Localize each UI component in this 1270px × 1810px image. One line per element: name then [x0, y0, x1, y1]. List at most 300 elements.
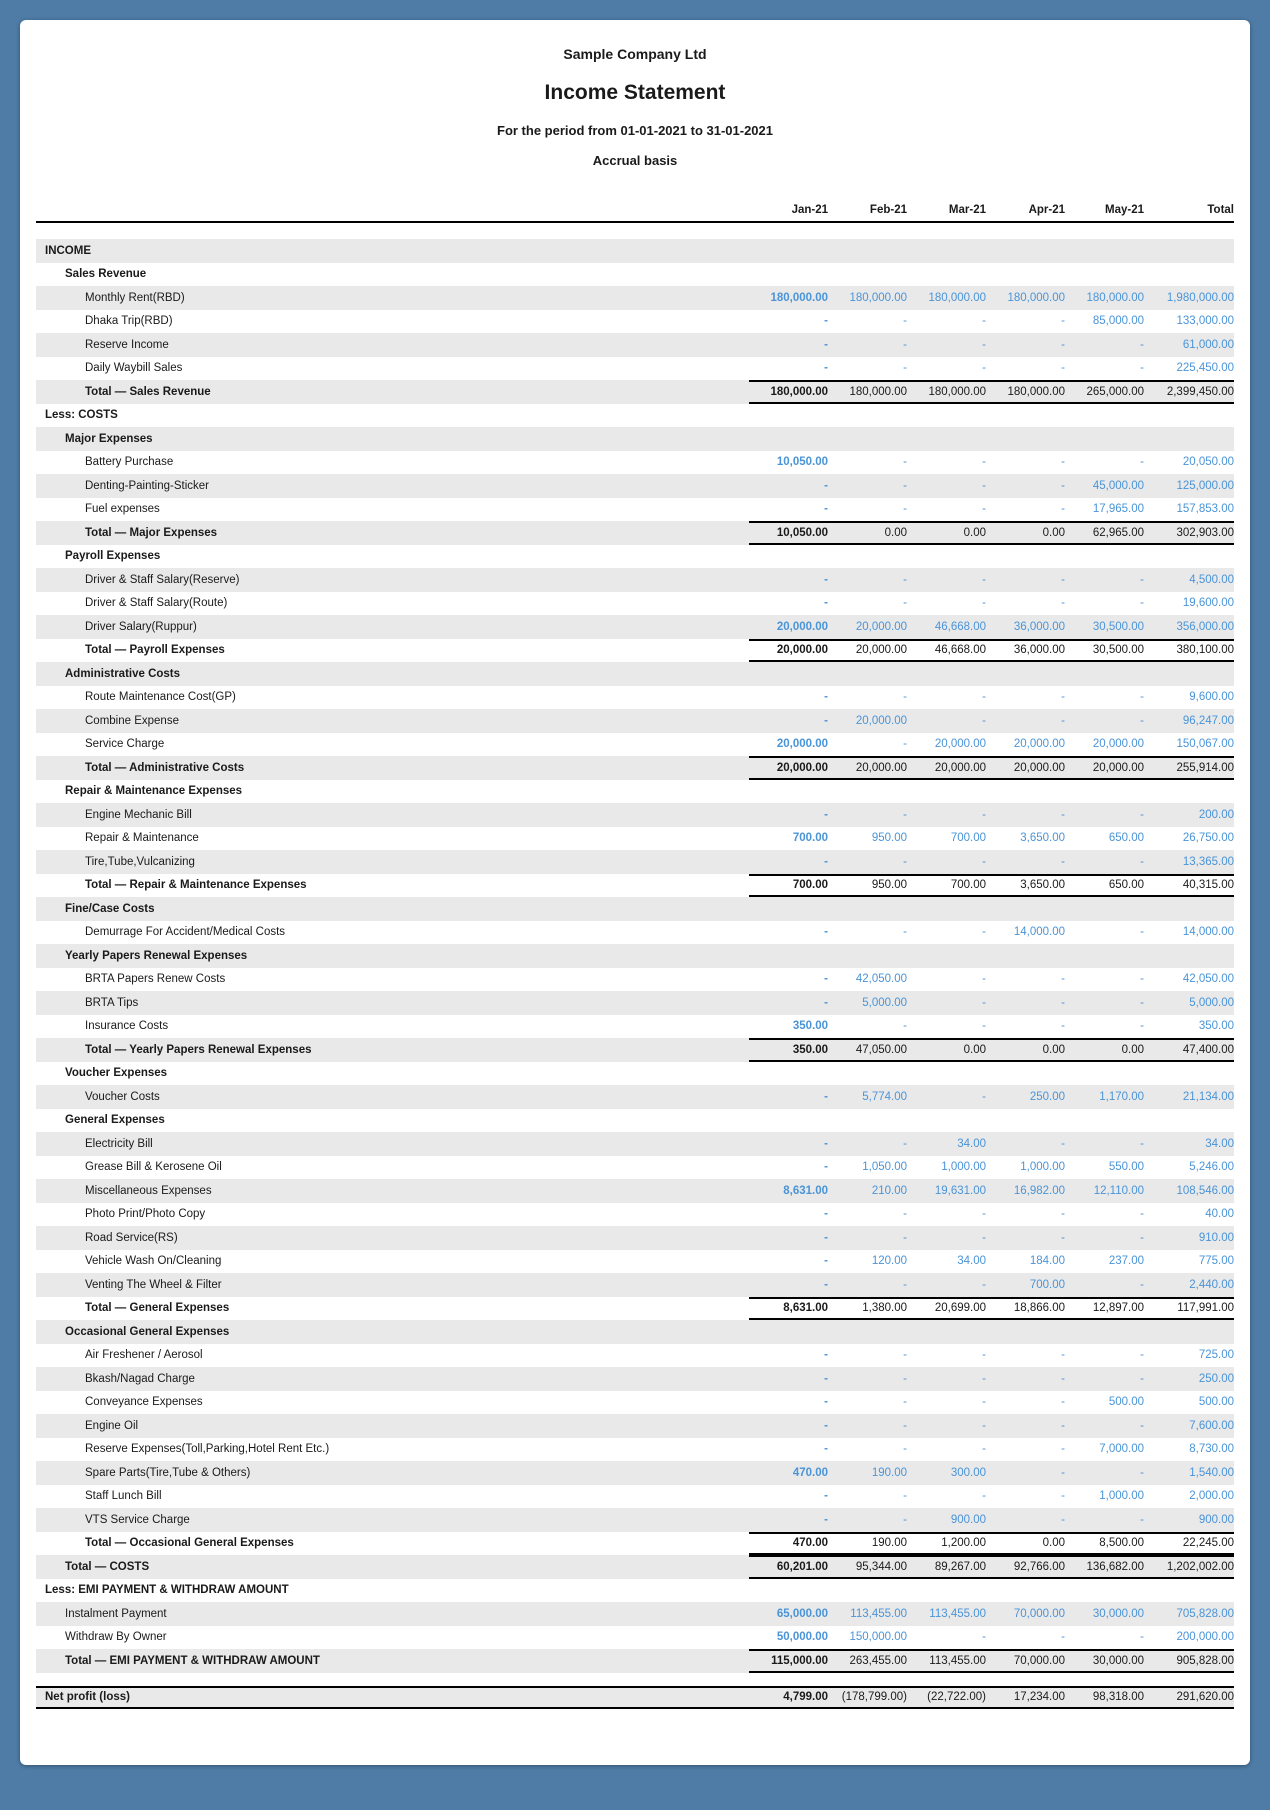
amount-cell[interactable]: - [1061, 714, 1065, 727]
amount-cell[interactable]: - [824, 1443, 828, 1456]
amount-cell[interactable]: - [1061, 362, 1065, 375]
amount-cell[interactable]: 120.00 [871, 1255, 907, 1268]
amount-cell: 350.00 [792, 1043, 828, 1056]
amount-cell[interactable]: - [1140, 338, 1144, 351]
amount-cell[interactable]: - [982, 362, 986, 375]
amount-cell[interactable]: - [1061, 1231, 1065, 1244]
amount-cell: 2,399,450.00 [1166, 385, 1234, 398]
amount-cell[interactable]: - [982, 1396, 986, 1409]
amount-cell[interactable]: 17,965.00 [1092, 503, 1144, 516]
amount-cell[interactable]: 20,000.00 [776, 620, 828, 633]
amount-cell[interactable]: - [1140, 1372, 1144, 1385]
amount-cell[interactable]: - [1140, 573, 1144, 586]
amount-cell[interactable]: 180,000.00 [1086, 291, 1144, 304]
amount-cell[interactable]: 14,000.00 [1013, 926, 1065, 939]
amount-cell: 92,766.00 [1013, 1560, 1065, 1573]
amount-cell[interactable]: 250.00 [1198, 1372, 1234, 1385]
amount-cell[interactable]: 125,000.00 [1176, 479, 1234, 492]
row-values [749, 686, 1234, 710]
amount-cell[interactable]: 8,631.00 [783, 1184, 828, 1197]
amount-cell[interactable]: - [1061, 573, 1065, 586]
amount-cell[interactable]: 36,000.00 [1013, 620, 1065, 633]
amount-cell[interactable]: 1,980,000.00 [1166, 291, 1234, 304]
amount-cell[interactable]: 108,546.00 [1176, 1184, 1234, 1197]
amount-cell[interactable]: - [1061, 597, 1065, 610]
table-row-netprofit [36, 1686, 1234, 1709]
amount-cell[interactable]: - [903, 1443, 907, 1456]
amount-cell[interactable]: - [903, 1231, 907, 1244]
amount-cell[interactable]: 350.00 [1198, 1020, 1234, 1033]
amount-cell[interactable]: 5,246.00 [1189, 1161, 1234, 1174]
amount-cell[interactable]: - [824, 808, 828, 821]
amount-cell[interactable]: - [982, 597, 986, 610]
amount-cell[interactable]: - [824, 503, 828, 516]
amount-cell[interactable]: 250.00 [1029, 1090, 1065, 1103]
amount-cell[interactable]: 910.00 [1198, 1231, 1234, 1244]
amount-cell[interactable]: - [903, 1490, 907, 1503]
amount-cell[interactable]: - [903, 691, 907, 704]
amount-cell: 8,631.00 [783, 1302, 828, 1315]
amount-cell[interactable]: - [1140, 1020, 1144, 1033]
amount-cell[interactable]: 470.00 [792, 1466, 828, 1479]
amount-cell[interactable]: - [824, 996, 828, 1009]
amount-cell[interactable]: 20,000.00 [776, 738, 828, 751]
amount-cell[interactable]: 34.00 [1205, 1137, 1234, 1150]
amount-cell[interactable]: 96,247.00 [1182, 714, 1234, 727]
amount-cell[interactable]: 356,000.00 [1176, 620, 1234, 633]
table-row-item [36, 451, 1234, 475]
amount-cell[interactable]: 157,853.00 [1176, 503, 1234, 516]
amount-cell[interactable]: - [1140, 597, 1144, 610]
amount-cell[interactable]: - [1140, 855, 1144, 868]
amount-cell[interactable]: - [1061, 1419, 1065, 1432]
table-row-item [36, 1015, 1234, 1039]
amount-cell[interactable]: 30,000.00 [1092, 1607, 1144, 1620]
amount-cell[interactable]: - [1140, 973, 1144, 986]
amount-cell[interactable]: 21,134.00 [1182, 1090, 1234, 1103]
amount-cell[interactable]: 20,000.00 [855, 620, 907, 633]
amount-cell[interactable]: 775.00 [1198, 1255, 1234, 1268]
amount-cell[interactable]: 725.00 [1198, 1349, 1234, 1362]
amount-cell[interactable]: 1,000.00 [1099, 1490, 1144, 1503]
amount-cell[interactable]: 45,000.00 [1092, 479, 1144, 492]
amount-cell[interactable]: 5,000.00 [1189, 996, 1234, 1009]
amount-cell[interactable]: 20,050.00 [1182, 456, 1234, 469]
amount-cell[interactable]: 13,365.00 [1182, 855, 1234, 868]
report-page [20, 20, 1250, 1765]
amount-cell[interactable]: 700.00 [792, 832, 828, 845]
row-values [749, 1344, 1234, 1368]
table-row-item [36, 286, 1234, 310]
amount-cell[interactable]: - [982, 1490, 986, 1503]
amount-cell[interactable]: - [824, 362, 828, 375]
amount-cell[interactable]: 180,000.00 [849, 291, 907, 304]
amount-cell[interactable]: 180,000.00 [1007, 291, 1065, 304]
amount-cell[interactable]: 70,000.00 [1013, 1607, 1065, 1620]
amount-cell[interactable]: - [982, 926, 986, 939]
amount-cell: 46,668.00 [934, 644, 986, 657]
amount-cell[interactable]: 500.00 [1108, 1396, 1144, 1409]
amount-cell[interactable]: - [824, 1513, 828, 1526]
amount-cell[interactable]: 3,650.00 [1020, 832, 1065, 845]
table-row-subsection [36, 897, 1234, 921]
amount-cell[interactable]: 210.00 [871, 1184, 907, 1197]
amount-cell[interactable]: - [1061, 479, 1065, 492]
amount-cell[interactable]: - [903, 315, 907, 328]
amount-cell[interactable]: - [1061, 1020, 1065, 1033]
amount-cell[interactable]: - [1140, 1208, 1144, 1221]
amount-cell[interactable]: 12,110.00 [1093, 1184, 1144, 1197]
amount-cell[interactable]: - [903, 362, 907, 375]
amount-cell[interactable]: 65,000.00 [776, 1607, 828, 1620]
row-label: Service Charge [85, 738, 165, 751]
amount-cell: 20,699.00 [934, 1302, 986, 1315]
amount-cell[interactable]: 500.00 [1198, 1396, 1234, 1409]
amount-cell[interactable]: 113,455.00 [850, 1607, 907, 1620]
amount-cell[interactable]: 4,500.00 [1189, 573, 1234, 586]
amount-cell[interactable]: - [1061, 456, 1065, 469]
table-row-total [36, 1555, 1234, 1579]
table-row-total [36, 756, 1234, 780]
amount-cell[interactable]: - [903, 1137, 907, 1150]
amount-cell[interactable]: - [824, 1255, 828, 1268]
amount-cell: 0.00 [1042, 526, 1065, 539]
amount-cell[interactable]: - [903, 1419, 907, 1432]
amount-cell[interactable]: - [1061, 1396, 1065, 1409]
amount-cell[interactable]: - [1061, 691, 1065, 704]
row-values [749, 1485, 1234, 1509]
amount-cell[interactable]: - [903, 926, 907, 939]
amount-cell[interactable]: 113,455.00 [929, 1607, 986, 1620]
row-values [749, 568, 1234, 592]
amount-cell: 36,000.00 [1013, 644, 1065, 657]
amount-cell[interactable]: - [982, 1349, 986, 1362]
table-row-item [36, 709, 1234, 733]
amount-cell[interactable]: - [982, 1419, 986, 1432]
table-row-item [36, 1156, 1234, 1180]
amount-cell[interactable]: - [1140, 1513, 1144, 1526]
amount-cell[interactable]: 700.00 [950, 832, 986, 845]
amount-cell[interactable]: 2,000.00 [1189, 1490, 1234, 1503]
amount-cell[interactable]: - [1061, 1443, 1065, 1456]
amount-cell[interactable]: - [1061, 315, 1065, 328]
table-row-item [36, 850, 1234, 874]
amount-cell[interactable]: 1,170.00 [1099, 1090, 1144, 1103]
amount-cell[interactable]: - [982, 479, 986, 492]
amount-cell[interactable]: 20,000.00 [855, 714, 907, 727]
amount-cell[interactable]: - [903, 1020, 907, 1033]
row-label: INCOME [45, 244, 91, 257]
amount-cell: 263,455.00 [849, 1654, 907, 1667]
amount-cell[interactable]: - [1140, 362, 1144, 375]
table-row-item [36, 968, 1234, 992]
amount-cell[interactable]: 46,668.00 [934, 620, 986, 633]
amount-cell[interactable]: - [824, 691, 828, 704]
amount-cell[interactable]: 30,500.00 [1092, 620, 1144, 633]
amount-cell[interactable]: 34.00 [957, 1137, 986, 1150]
amount-cell[interactable]: - [903, 456, 907, 469]
amount-cell[interactable]: - [903, 855, 907, 868]
table-row-subsection [36, 662, 1234, 686]
amount-cell[interactable]: 1,540.00 [1189, 1466, 1234, 1479]
amount-cell[interactable]: - [1061, 808, 1065, 821]
amount-cell[interactable]: - [1061, 338, 1065, 351]
amount-cell: 470.00 [792, 1537, 828, 1550]
amount-cell[interactable]: - [1061, 996, 1065, 1009]
row-label: General Expenses [65, 1114, 165, 1127]
report-period: For the period from 01-01-2021 to 31-01-2021 [497, 123, 773, 138]
amount-cell[interactable]: - [982, 1278, 986, 1291]
amount-cell[interactable]: - [824, 1419, 828, 1432]
amount-cell[interactable]: 50,000.00 [776, 1631, 828, 1644]
amount-cell[interactable]: - [1140, 1278, 1144, 1291]
amount-cell[interactable]: - [982, 691, 986, 704]
amount-cell[interactable]: - [824, 1090, 828, 1103]
amount-cell[interactable]: 20,000.00 [934, 738, 986, 751]
amount-cell: 0.00 [963, 1043, 986, 1056]
amount-cell[interactable]: - [824, 1349, 828, 1362]
amount-cell[interactable]: - [1061, 1490, 1065, 1503]
amount-cell[interactable]: - [824, 714, 828, 727]
amount-cell[interactable]: 42,050.00 [1182, 973, 1234, 986]
amount-cell[interactable]: - [982, 1231, 986, 1244]
table-row-total [36, 1038, 1234, 1062]
amount-cell[interactable]: - [824, 1137, 828, 1150]
amount-cell[interactable]: - [1140, 1231, 1144, 1244]
amount-cell[interactable]: - [903, 1208, 907, 1221]
amount-cell[interactable]: - [982, 338, 986, 351]
amount-cell[interactable]: - [1061, 1372, 1065, 1385]
amount-cell[interactable]: - [982, 855, 986, 868]
table-row-item [36, 1602, 1234, 1626]
row-label: Total — Payroll Expenses [85, 644, 225, 657]
amount-cell[interactable]: - [1140, 1466, 1144, 1479]
amount-cell[interactable]: - [1140, 691, 1144, 704]
amount-cell[interactable]: 190.00 [871, 1466, 907, 1479]
amount-cell[interactable]: - [1061, 855, 1065, 868]
amount-cell[interactable]: 10,050.00 [776, 456, 828, 469]
amount-cell[interactable]: - [1061, 1466, 1065, 1479]
amount-cell[interactable]: - [903, 738, 907, 751]
amount-cell[interactable]: - [982, 1208, 986, 1221]
amount-cell[interactable]: 26,750.00 [1182, 832, 1234, 845]
row-label: Driver Salary(Ruppur) [85, 620, 197, 633]
amount-cell[interactable]: - [982, 1090, 986, 1103]
table-row-item [36, 357, 1234, 381]
amount-cell[interactable]: - [982, 503, 986, 516]
amount-cell[interactable]: - [824, 926, 828, 939]
amount-cell[interactable]: 184.00 [1029, 1255, 1065, 1268]
row-label: Tire,Tube,Vulcanizing [85, 855, 195, 868]
amount-cell[interactable]: - [903, 573, 907, 586]
amount-cell[interactable]: 300.00 [950, 1466, 986, 1479]
amount-cell[interactable]: - [824, 1231, 828, 1244]
row-label: Engine Mechanic Bill [85, 808, 192, 821]
amount-cell[interactable]: - [824, 479, 828, 492]
amount-cell[interactable]: 950.00 [871, 832, 907, 845]
amount-cell: 3,650.00 [1020, 879, 1065, 892]
amount-cell[interactable]: 16,982.00 [1013, 1184, 1065, 1197]
amount-cell[interactable]: 19,631.00 [934, 1184, 986, 1197]
amount-cell[interactable]: - [903, 808, 907, 821]
amount-cell[interactable]: - [1061, 1137, 1065, 1150]
amount-cell[interactable]: - [824, 1208, 828, 1221]
row-label: Reserve Expenses(Toll,Parking,Hotel Rent Etc.) [85, 1443, 330, 1456]
amount-cell[interactable]: 350.00 [792, 1020, 828, 1033]
amount-cell[interactable]: - [982, 573, 986, 586]
amount-cell[interactable]: 180,000.00 [928, 291, 986, 304]
amount-cell[interactable]: 237.00 [1108, 1255, 1144, 1268]
amount-cell[interactable]: - [824, 1396, 828, 1409]
table-row-item [36, 1391, 1234, 1415]
amount-cell[interactable]: - [824, 338, 828, 351]
amount-cell[interactable]: - [903, 597, 907, 610]
amount-cell[interactable]: - [824, 1278, 828, 1291]
amount-cell[interactable]: - [1140, 996, 1144, 1009]
table-row-item [36, 498, 1234, 522]
amount-cell[interactable]: - [824, 315, 828, 328]
amount-cell: 40,315.00 [1182, 879, 1234, 892]
table-row-item [36, 991, 1234, 1015]
amount-cell[interactable]: 19,600.00 [1182, 597, 1234, 610]
amount-cell[interactable]: - [982, 714, 986, 727]
amount-cell[interactable]: - [903, 1513, 907, 1526]
amount-cell[interactable]: 1,050.00 [862, 1161, 907, 1174]
row-values [749, 1250, 1234, 1274]
amount-cell[interactable]: 200,000.00 [1176, 1631, 1234, 1644]
amount-cell[interactable]: - [982, 808, 986, 821]
row-label: Road Service(RS) [85, 1231, 178, 1244]
amount-cell: 1,380.00 [862, 1302, 907, 1315]
amount-cell[interactable]: - [903, 479, 907, 492]
amount-cell[interactable]: 9,600.00 [1189, 691, 1234, 704]
amount-cell[interactable]: 150,067.00 [1176, 738, 1234, 751]
amount-cell[interactable]: - [1140, 1349, 1144, 1362]
amount-cell: 950.00 [871, 879, 907, 892]
amount-cell[interactable]: 180,000.00 [770, 291, 828, 304]
amount-cell[interactable]: - [824, 973, 828, 986]
amount-cell[interactable]: 150,000.00 [849, 1631, 907, 1644]
amount-cell[interactable]: 1,000.00 [941, 1161, 986, 1174]
amount-cell[interactable]: - [824, 1161, 828, 1174]
amount-cell: 47,050.00 [855, 1043, 907, 1056]
amount-cell[interactable]: - [1140, 808, 1144, 821]
amount-cell: 47,400.00 [1182, 1043, 1234, 1056]
row-values [749, 827, 1234, 851]
table-row-subsection [36, 1109, 1234, 1133]
row-values [749, 1226, 1234, 1250]
amount-cell[interactable]: - [824, 1490, 828, 1503]
row-values [749, 498, 1234, 522]
amount-cell[interactable]: 5,774.00 [862, 1090, 907, 1103]
amount-cell[interactable]: 225,450.00 [1176, 362, 1234, 375]
amount-cell: 20,000.00 [855, 644, 907, 657]
amount-cell[interactable]: 8,730.00 [1189, 1443, 1234, 1456]
amount-cell[interactable]: - [903, 1278, 907, 1291]
table-row-item [36, 1367, 1234, 1391]
amount-cell[interactable]: 85,000.00 [1092, 315, 1144, 328]
amount-cell[interactable]: 2,440.00 [1189, 1278, 1234, 1291]
amount-cell[interactable]: - [1140, 1631, 1144, 1644]
row-label: Total — Repair & Maintenance Expenses [85, 879, 307, 892]
amount-cell[interactable]: 650.00 [1108, 832, 1144, 845]
amount-cell[interactable]: 200.00 [1198, 808, 1234, 821]
amount-cell[interactable]: 550.00 [1108, 1161, 1144, 1174]
amount-cell[interactable]: - [982, 973, 986, 986]
amount-cell[interactable]: - [824, 855, 828, 868]
amount-cell[interactable]: 705,828.00 [1176, 1607, 1234, 1620]
row-label: Sales Revenue [65, 268, 147, 281]
amount-cell[interactable]: - [1061, 1513, 1065, 1526]
amount-cell[interactable]: - [824, 597, 828, 610]
amount-cell[interactable]: 7,000.00 [1099, 1443, 1144, 1456]
amount-cell[interactable]: - [903, 503, 907, 516]
amount-cell[interactable]: - [1140, 714, 1144, 727]
amount-cell[interactable]: - [903, 1349, 907, 1362]
amount-cell[interactable]: - [982, 996, 986, 1009]
amount-cell[interactable]: 20,000.00 [1092, 738, 1144, 751]
row-values [749, 1015, 1234, 1039]
amount-cell[interactable]: 40.00 [1205, 1208, 1234, 1221]
amount-cell[interactable]: - [903, 338, 907, 351]
amount-cell[interactable]: - [1140, 1137, 1144, 1150]
table-row-item [36, 686, 1234, 710]
row-values [749, 1602, 1234, 1626]
amount-cell[interactable]: - [1140, 456, 1144, 469]
amount-cell[interactable]: - [903, 1372, 907, 1385]
amount-cell: 1,202,002.00 [1166, 1560, 1234, 1573]
amount-cell[interactable]: - [903, 1396, 907, 1409]
row-label: Reserve Income [85, 338, 169, 351]
row-values [749, 803, 1234, 827]
amount-cell[interactable]: - [1061, 973, 1065, 986]
amount-cell: 95,344.00 [855, 1560, 907, 1573]
amount-cell[interactable]: - [982, 1372, 986, 1385]
amount-cell[interactable]: - [1140, 926, 1144, 939]
amount-cell[interactable]: 5,000.00 [862, 996, 907, 1009]
amount-cell[interactable]: 42,050.00 [855, 973, 907, 986]
amount-cell[interactable]: 7,600.00 [1189, 1419, 1234, 1432]
amount-cell[interactable]: - [1140, 1419, 1144, 1432]
amount-cell[interactable]: - [1061, 503, 1065, 516]
row-label: Demurrage For Accident/Medical Costs [85, 926, 286, 939]
amount-cell[interactable]: 34.00 [957, 1255, 986, 1268]
amount-cell[interactable]: - [982, 1443, 986, 1456]
amount-cell[interactable]: - [982, 315, 986, 328]
amount-cell[interactable]: 700.00 [1029, 1278, 1065, 1291]
row-values [749, 1367, 1234, 1391]
amount-cell[interactable]: - [982, 1631, 986, 1644]
amount-cell[interactable]: 900.00 [1198, 1513, 1234, 1526]
amount-cell[interactable]: - [824, 1372, 828, 1385]
amount-cell[interactable]: - [982, 1020, 986, 1033]
amount-cell[interactable]: 900.00 [950, 1513, 986, 1526]
amount-cell[interactable]: - [1061, 1349, 1065, 1362]
row-values [749, 1555, 1234, 1579]
table-row-item [36, 474, 1234, 498]
amount-cell[interactable]: 20,000.00 [1013, 738, 1065, 751]
row-values [749, 709, 1234, 733]
amount-cell[interactable]: - [1061, 1631, 1065, 1644]
amount-cell[interactable]: - [982, 456, 986, 469]
amount-cell[interactable]: 14,000.00 [1182, 926, 1234, 939]
amount-cell[interactable]: - [824, 573, 828, 586]
amount-cell[interactable]: - [1061, 1208, 1065, 1221]
row-values [749, 286, 1234, 310]
amount-cell[interactable]: 133,000.00 [1176, 315, 1234, 328]
amount-cell[interactable]: 1,000.00 [1020, 1161, 1065, 1174]
amount-cell[interactable]: 61,000.00 [1182, 338, 1234, 351]
